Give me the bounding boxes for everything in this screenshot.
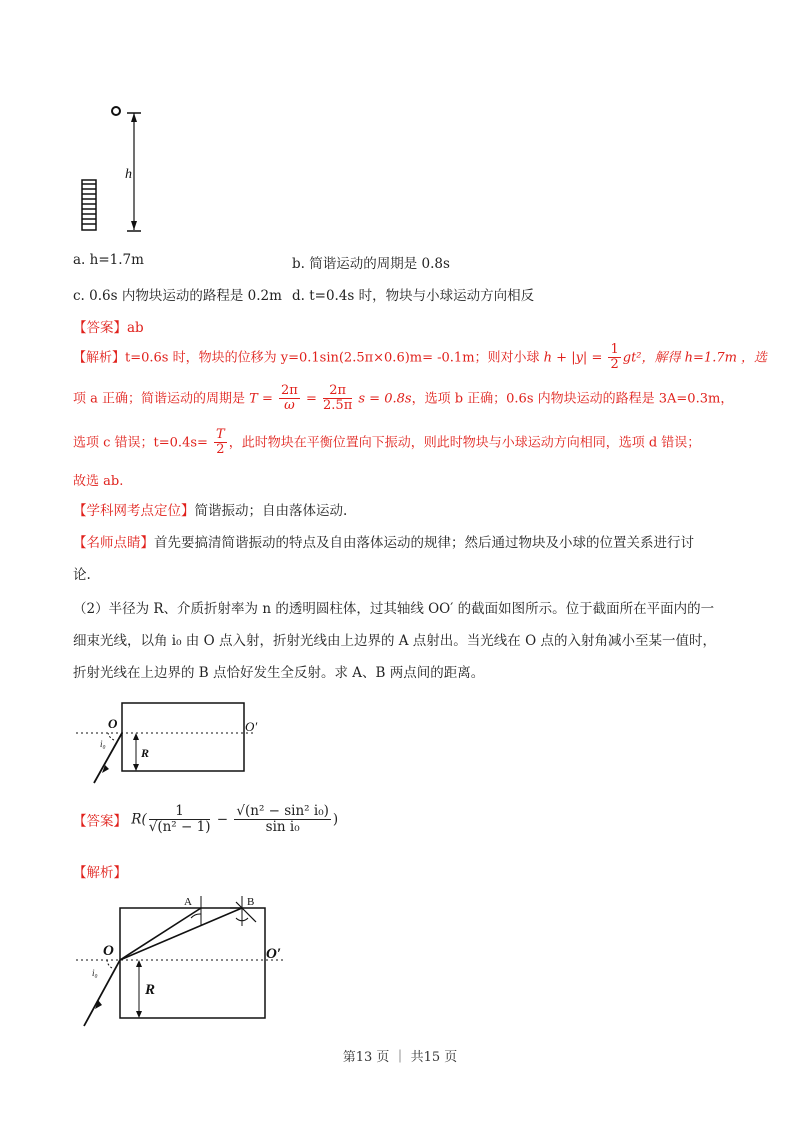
question-2-line-2: 细束光线，以角 i₀ 由 O 点入射，折射光线由上边界的 A 点射出。当光线在 O 点的入射角减小至某一值时， <box>73 633 716 649</box>
analysis-1-line-2: 项 a 正确；简谐运动的周期是 T = $\frac{2\pi}{\omega}$ = $\frac{2\pi}{2.5\pi}$ s = 0.8s，选项 b 正确；0.6s 内物块运动的路程是 3A=0.3m， <box>73 383 734 414</box>
answer-1 <box>73 316 144 336</box>
answer-1-value: ab <box>127 320 144 336</box>
point-O2-label: O′ <box>245 719 258 734</box>
dianjing-line-1: 【名师点睛】首先要搞清简谐振动的特点及自由落体运动的规律；然后通过物块及小球的位置关系进行讨 <box>73 535 694 551</box>
spring <box>82 180 96 230</box>
figure-ball-spring <box>70 100 160 240</box>
point-O-label-2: O <box>103 943 114 959</box>
point-O-label: O <box>108 716 118 731</box>
analysis-1-line-4: 故选 ab. <box>73 474 124 489</box>
point-B-label: B <box>247 896 255 908</box>
kaodian: 【学科网考点定位】简谐振动；自由落体运动. <box>73 503 348 519</box>
analysis-1-line-3: 选项 c 错误；t=0.4s= $\frac{T}{2}$ ，此时物块在平衡位置向下振动，则此时物块与小球运动方向相同，选项 d 错误； <box>73 427 701 458</box>
dianjing-line-2: 论. <box>73 567 91 583</box>
point-A-label: A <box>184 896 192 908</box>
figure-cylinder-analysis <box>70 892 290 1032</box>
analysis-1-label: 【解析】 <box>73 350 126 366</box>
analysis-2-label: 【解析】 <box>73 865 127 881</box>
analysis-1-line-1: 【解析】t=0.6s 时，物块的位移为 y=0.1sin(2.5π×0.6)m= -0.1m；则对小球 h + |y| = $\frac{1}{2}$ gt²，解得 h=1.7m ，选 <box>73 342 768 373</box>
option-d: d. t=0.4s 时，物块与小球运动方向相反 <box>292 288 535 304</box>
option-a: a. h=1.7m <box>73 252 144 268</box>
option-c: c. 0.6s 内物块运动的路程是 0.2m <box>73 288 282 304</box>
figure-cylinder-section <box>70 695 260 795</box>
answer-1-label: 【答案】 <box>73 320 127 336</box>
ball <box>112 107 120 115</box>
answer-2: 【答案】 R( $\frac{1}{\text{√(n² − 1)}}$ − $\frac{\text{√(n² − sin² i₀)}}{\text{sin i₀}}$ ) <box>73 803 339 835</box>
i0-label: i₀ <box>100 739 106 749</box>
question-2-line-1: （2）半径为 R、介质折射率为 n 的透明圆柱体，过其轴线 OO′ 的截面如图所示。位于截面所在平面内的一 <box>73 601 715 617</box>
h-label: h <box>125 167 132 182</box>
question-2-line-3: 折射光线在上边界的 B 点恰好发生全反射。求 A、B 两点间的距离。 <box>73 665 485 681</box>
R-label: R <box>141 746 150 760</box>
point-O2-label-2: O′ <box>266 946 282 962</box>
page-footer: 第13 页 ｜ 共15 页 <box>342 1050 458 1065</box>
i0-label-2: i₀ <box>92 968 98 978</box>
option-b: b. 简谐运动的周期是 0.8s <box>292 256 450 272</box>
answer-2-label: 【答案】 <box>73 813 127 830</box>
R-label-2: R <box>145 982 156 998</box>
